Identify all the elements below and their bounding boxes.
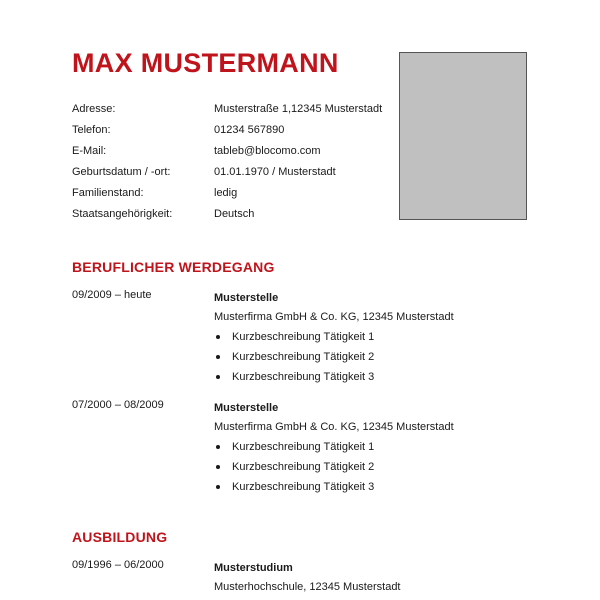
entry-body: [214, 399, 534, 497]
task-list: [214, 327, 534, 387]
info-label: Staatsangehörigkeit:: [72, 208, 173, 220]
task-text: Kurzbeschreibung Tätigkeit 1: [232, 441, 375, 453]
task-item: [214, 327, 534, 347]
entry-date: 09/1996 – 06/2000: [72, 559, 164, 571]
task-item: [214, 347, 534, 367]
entry-title: Musterstelle: [214, 402, 279, 414]
entry-company: Musterfirma GmbH & Co. KG, 12345 Musterstadt: [214, 421, 454, 433]
section-heading-education: AUSBILDUNG: [72, 529, 168, 545]
task-text: Kurzbeschreibung Tätigkeit 3: [232, 481, 375, 493]
task-text: Kurzbeschreibung Tätigkeit 1: [232, 331, 375, 343]
info-value: tableb@blocomo.com: [214, 145, 321, 157]
task-text: Kurzbeschreibung Tätigkeit 2: [232, 351, 375, 363]
info-value: Musterstraße 1,12345 Musterstadt: [214, 103, 383, 115]
entry-title: Musterstelle: [214, 292, 279, 304]
info-label: Telefon:: [72, 124, 111, 136]
entry-body: [214, 559, 534, 597]
task-item: [214, 437, 534, 457]
entry-institution: Musterhochschule, 12345 Musterstadt: [214, 581, 401, 593]
entry-date: 09/2009 – heute: [72, 289, 152, 301]
bullet-icon: [216, 445, 220, 449]
bullet-icon: [216, 335, 220, 339]
entry-company: Musterfirma GmbH & Co. KG, 12345 Musterstadt: [214, 311, 454, 323]
info-label: Adresse:: [72, 103, 116, 115]
info-value: Deutsch: [214, 208, 255, 220]
task-item: [214, 367, 534, 387]
info-label: E-Mail:: [72, 145, 107, 157]
bullet-icon: [216, 485, 220, 489]
info-value: ledig: [214, 187, 238, 199]
info-label: Geburtsdatum / -ort:: [72, 166, 171, 178]
photo-placeholder: [399, 52, 527, 220]
task-item: [214, 457, 534, 477]
entry-date: 07/2000 – 08/2009: [72, 399, 164, 411]
info-value: 01.01.1970 / Musterstadt: [214, 166, 336, 178]
info-value: 01234 567890: [214, 124, 285, 136]
applicant-name: MAX MUSTERMANN: [72, 48, 339, 78]
task-text: Kurzbeschreibung Tätigkeit 3: [232, 371, 375, 383]
task-item: [214, 477, 534, 497]
task-list: [214, 437, 534, 497]
bullet-icon: [216, 355, 220, 359]
entry-title: Musterstudium: [214, 562, 293, 574]
task-text: Kurzbeschreibung Tätigkeit 2: [232, 461, 375, 473]
bullet-icon: [216, 375, 220, 379]
section-heading-career: BERUFLICHER WERDEGANG: [72, 259, 275, 275]
info-label: Familienstand:: [72, 187, 144, 199]
bullet-icon: [216, 465, 220, 469]
entry-body: [214, 289, 534, 387]
